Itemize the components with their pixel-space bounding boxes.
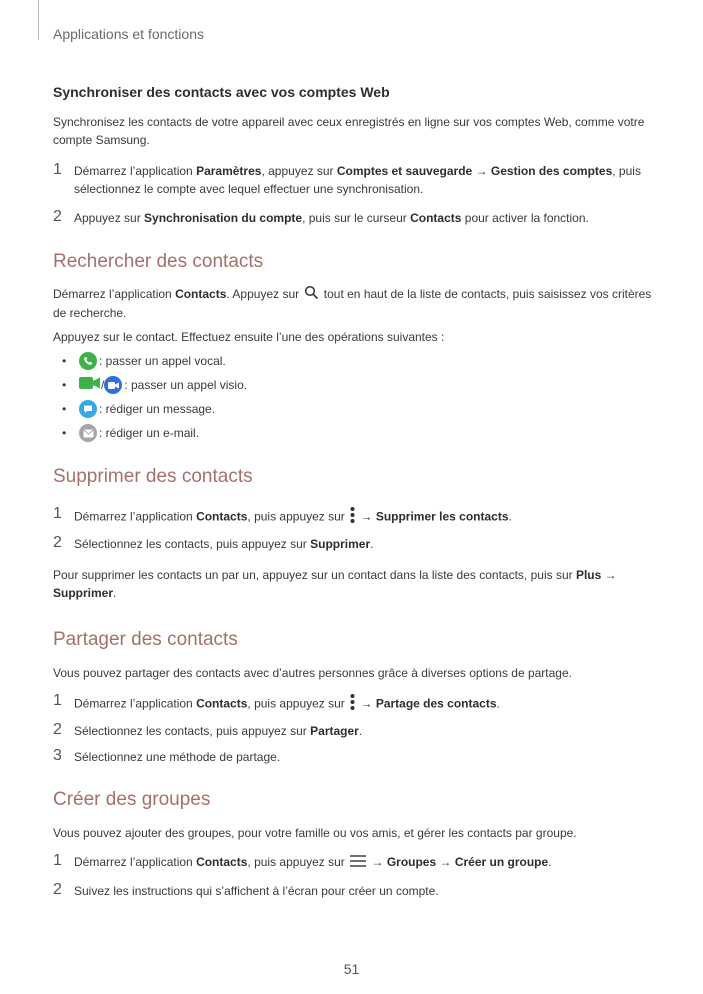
step-text: Démarrez l’application Contacts, puis appuyez sur → Partage des contacts. [74, 693, 654, 716]
step-text: Démarrez l’application Contacts, puis appuyez sur → Supprimer les contacts. [74, 506, 654, 529]
step-number: 1 [53, 692, 62, 709]
search-para-1: Démarrez l’application Contacts. Appuyez sur tout en haut de la liste de contacts, puis saisissez vos critères de recherche. [53, 287, 652, 321]
step-number: 2 [53, 534, 62, 551]
step-text: Sélectionnez les contacts, puis appuyez sur Partager. [74, 724, 363, 738]
step-number: 2 [53, 721, 62, 738]
video-call-icon [79, 376, 101, 395]
step-number: 3 [53, 747, 62, 764]
more-options-icon [350, 693, 355, 716]
menu-icon [350, 854, 366, 872]
step-number: 1 [53, 161, 62, 178]
groups-intro: Vous pouvez ajouter des groupes, pour votre famille ou vos amis, et gérer les contacts par groupe. [53, 826, 577, 840]
share-intro: Vous pouvez partager des contacts avec d’autres personnes grâce à diverses options de partage. [53, 666, 572, 680]
sync-intro: Synchronisez les contacts de votre appareil avec ceux enregistrés en ligne sur vos comptes Web, comme votre compte Samsung. [53, 115, 645, 147]
step-number: 1 [53, 505, 62, 522]
step-number: 2 [53, 881, 62, 898]
message-icon [79, 400, 97, 418]
share-title: Partager des contacts [53, 629, 238, 650]
header-rule [38, 0, 39, 40]
step-text: Démarrez l’application Paramètres, appuyez sur Comptes et sauvegarde → Gestion des comptes, puis sélectionnez le compte avec lequel effectuer une synchronisation. [74, 164, 641, 196]
search-icon [304, 285, 318, 304]
phone-icon [79, 352, 97, 370]
step-text: Sélectionnez les contacts, puis appuyez sur Supprimer. [74, 537, 374, 551]
step-text: Suivez les instructions qui s’affichent à l’écran pour créer un compte. [74, 884, 439, 898]
search-para-2: Appuyez sur le contact. Effectuez ensuite l’une des opérations suivantes : [53, 330, 445, 344]
section-header: Applications et fonctions [53, 26, 204, 42]
step-text: Sélectionnez une méthode de partage. [74, 750, 281, 764]
step-text: Appuyez sur Synchronisation du compte, puis sur le curseur Contacts pour activer la fonction. [74, 211, 589, 225]
step-number: 1 [53, 852, 62, 869]
step-text: Démarrez l’application Contacts, puis appuyez sur → Groupes → Créer un groupe. [74, 853, 654, 872]
step-number: 2 [53, 208, 62, 225]
email-icon [79, 424, 97, 442]
video-call-alt-icon [104, 376, 122, 394]
search-title: Rechercher des contacts [53, 251, 264, 272]
sync-title: Synchroniser des contacts avec vos comptes Web [53, 84, 390, 100]
page-number: 51 [343, 961, 360, 977]
delete-title: Supprimer des contacts [53, 466, 253, 487]
delete-note: Pour supprimer les contacts un par un, appuyez sur un contact dans la liste des contacts, puis sur Plus → Supprimer. [53, 568, 617, 600]
more-options-icon [350, 506, 355, 529]
groups-title: Créer des groupes [53, 789, 211, 810]
